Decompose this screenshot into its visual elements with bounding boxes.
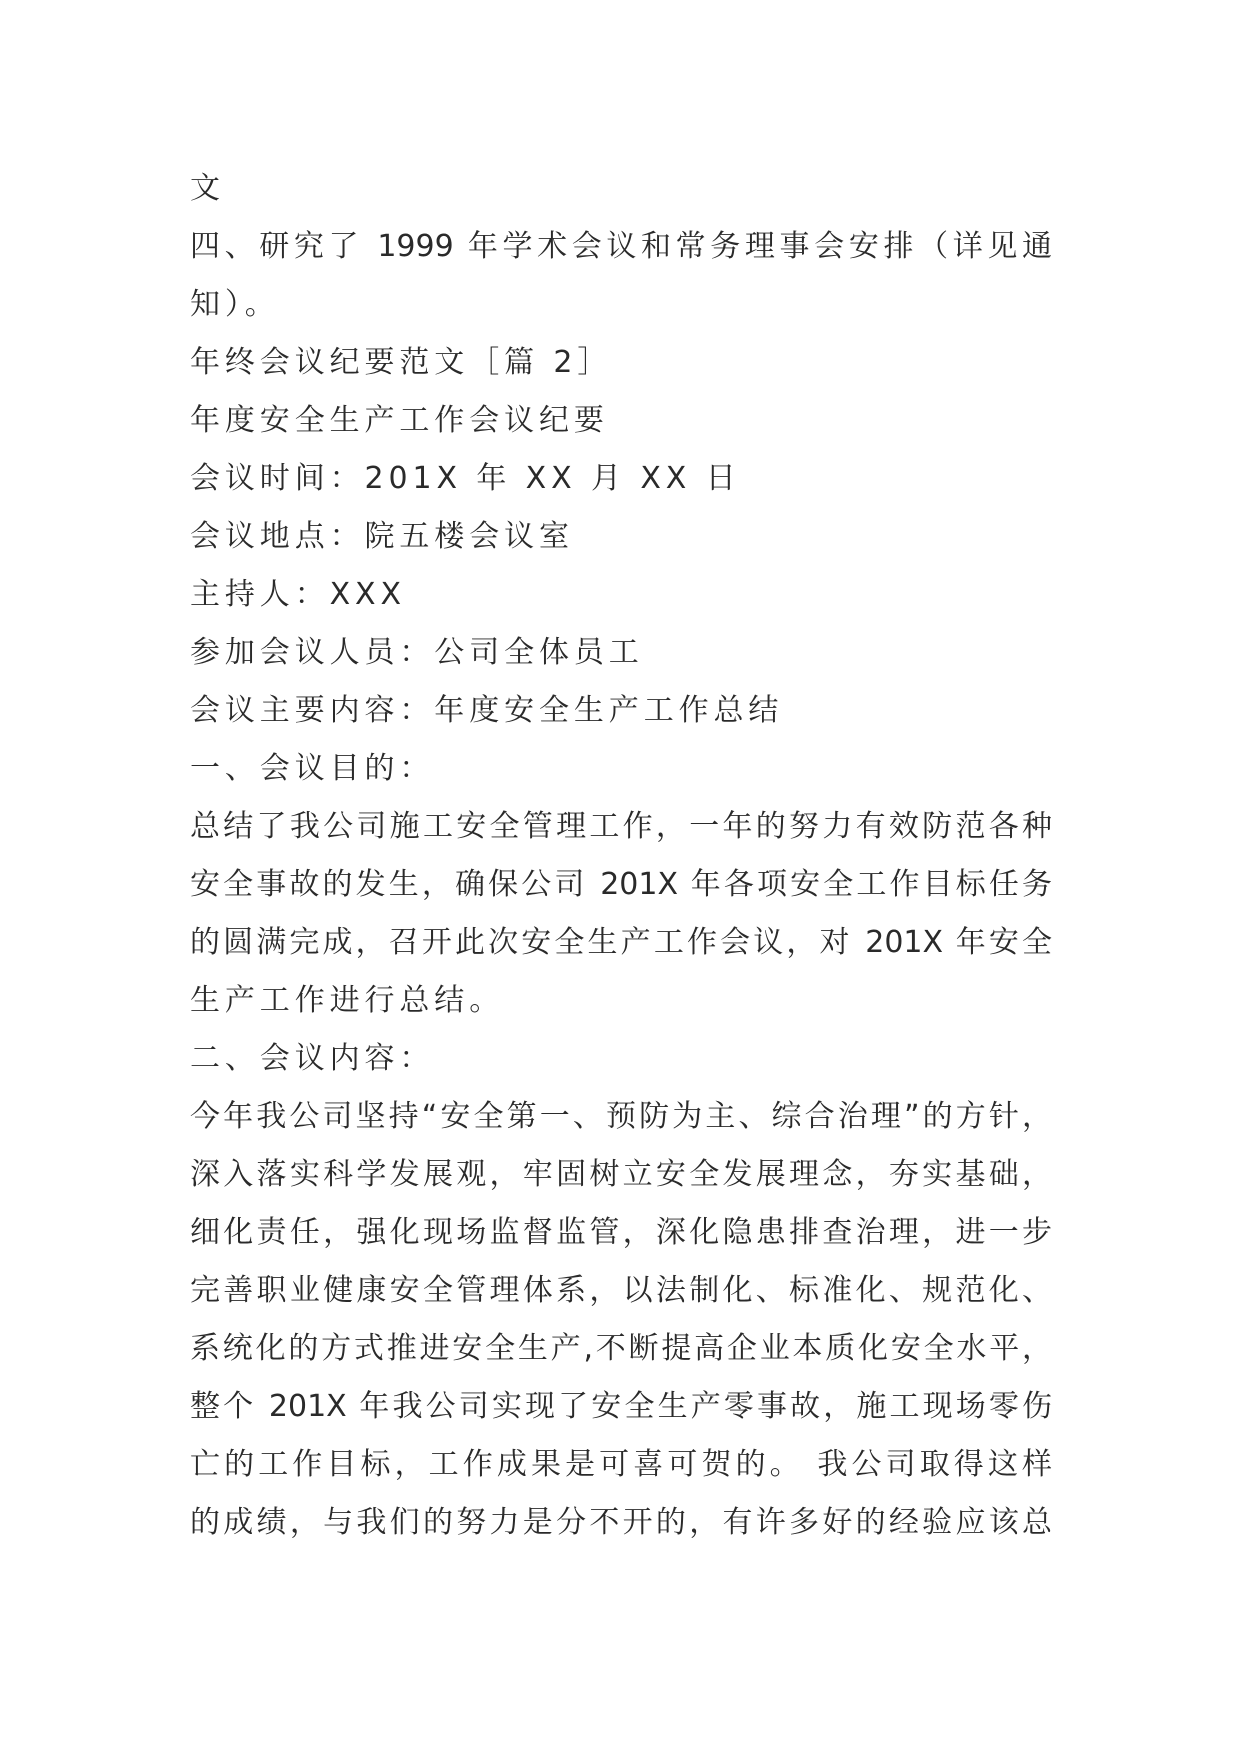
document-line: 整个 201X 年我公司实现了安全生产零事故，施工现场零伤 — [190, 1389, 1052, 1424]
document-line: 系统化的方式推进安全生产,不断提高企业本质化安全水平， — [190, 1331, 1052, 1366]
document-body — [190, 160, 1052, 1552]
document-line: 知）。 — [190, 287, 280, 322]
document-line: 的圆满完成，召开此次安全生产工作会议，对 201X 年安全 — [190, 925, 1052, 960]
document-line: 深入落实科学发展观，牢固树立安全发展理念，夯实基础， — [190, 1157, 1052, 1192]
document-line: 的成绩，与我们的努力是分不开的，有许多好的经验应该总 — [190, 1505, 1052, 1540]
document-line: 二、会议内容： — [190, 1041, 435, 1076]
document-line: 会议主要内容：年度安全生产工作总结 — [190, 693, 784, 728]
document-line: 今年我公司坚持“安全第一、预防为主、综合治理”的方针， — [190, 1099, 1052, 1134]
document-line: 亡的工作目标，工作成果是可喜可贺的。 我公司取得这样 — [190, 1447, 1052, 1482]
document-line: 总结了我公司施工安全管理工作，一年的努力有效防范各种 — [190, 809, 1052, 844]
document-line: 会议时间：201X 年 XX 月 XX 日 — [190, 461, 741, 496]
document-line: 安全事故的发生，确保公司 201X 年各项安全工作目标任务 — [190, 867, 1052, 902]
document-line: 文 — [190, 171, 225, 206]
document-line: 年度安全生产工作会议纪要 — [190, 403, 609, 438]
document-line: 主持人：XXX — [190, 577, 406, 612]
document-line: 年终会议纪要范文［篇 2］ — [190, 345, 613, 380]
document-line: 一、会议目的： — [190, 751, 435, 786]
document-line: 参加会议人员：公司全体员工 — [190, 635, 644, 670]
document-line: 四、研究了 1999 年学术会议和常务理事会安排（详见通 — [190, 229, 1052, 264]
document-line: 会议地点：院五楼会议室 — [190, 519, 574, 554]
document-line: 生产工作进行总结。 — [190, 983, 505, 1018]
document-line: 完善职业健康安全管理体系，以法制化、标准化、规范化、 — [190, 1273, 1052, 1308]
document-line: 细化责任，强化现场监督监管，深化隐患排查治理，进一步 — [190, 1215, 1052, 1250]
